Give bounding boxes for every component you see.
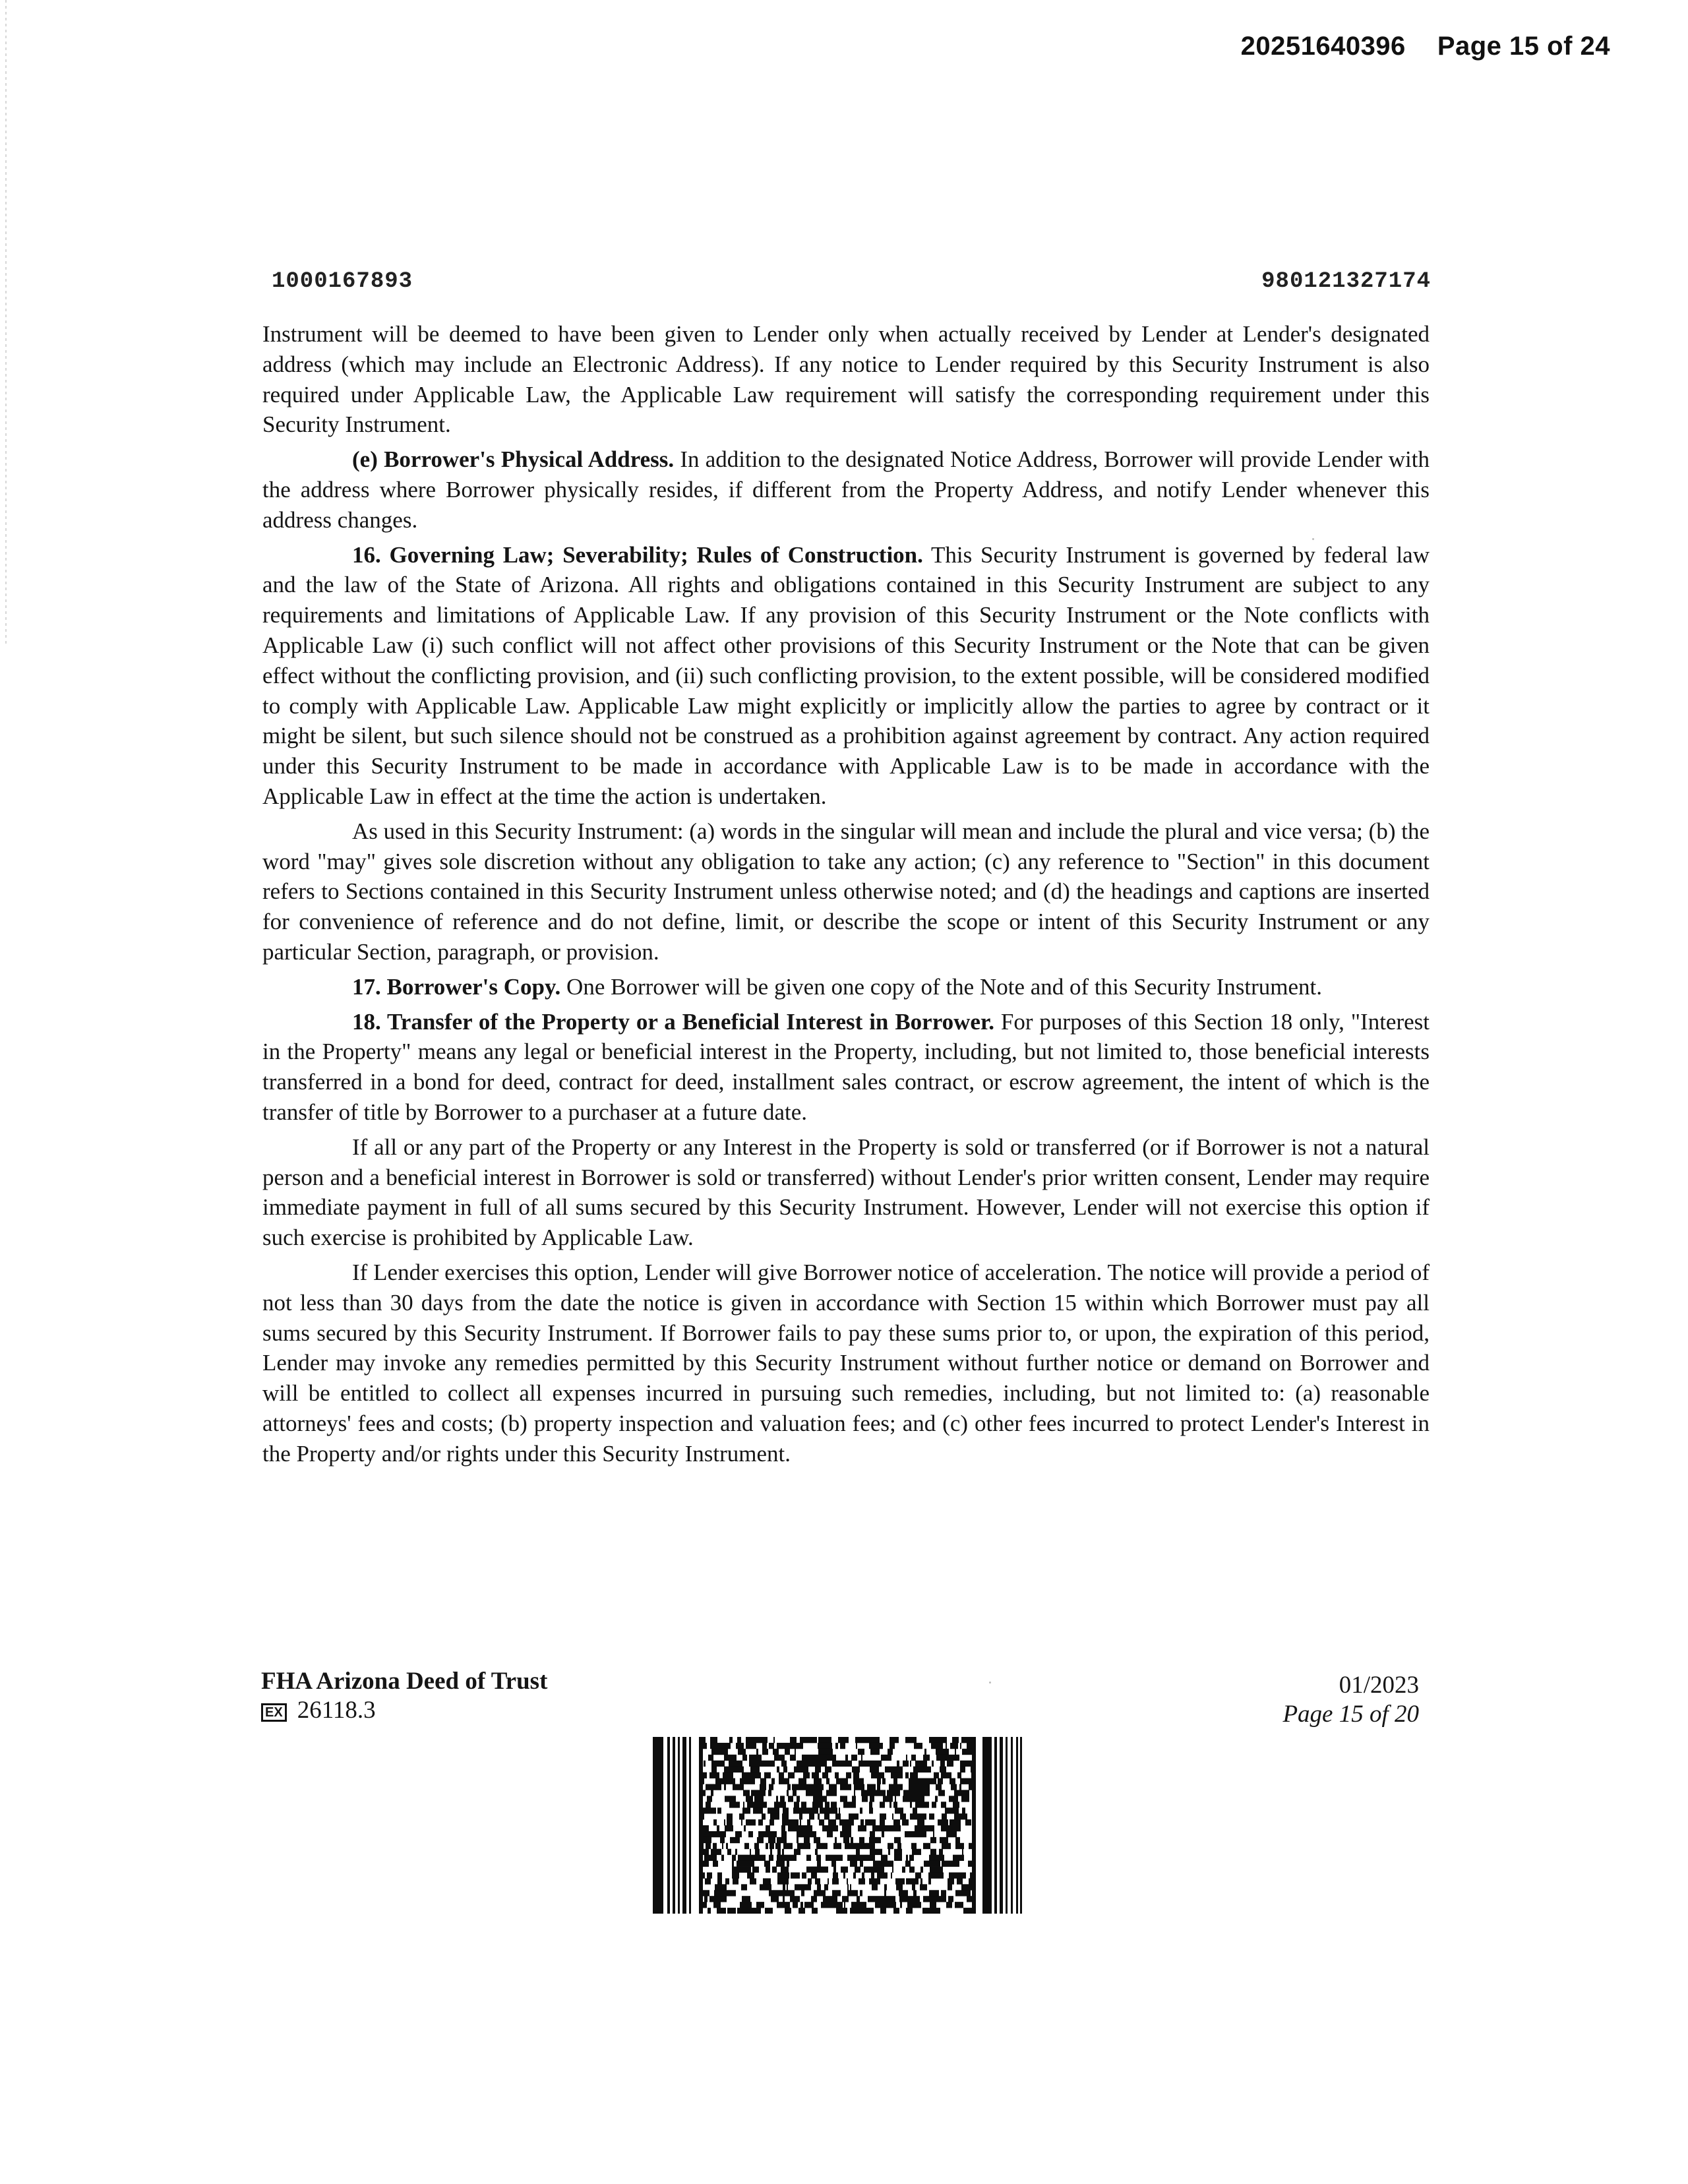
paragraph-text: For purposes of this Section 18 only, "Interest in the Property" means any legal or beneficial interest in the Property, including, but not limited to, those beneficial interests transferred in a bond for deed, contract for deed, installment sales contract, or escrow agreement, the intent of which is the transfer of title by Borrower to a purchaser at a future date. <box>262 1008 1430 1125</box>
form-page-number: Page 15 of 20 <box>1282 1701 1419 1728</box>
pdf417-barcode-icon <box>653 1737 1022 1914</box>
scan-speck <box>1312 538 1314 540</box>
recording-page-label: Page 15 of 24 <box>1437 32 1610 61</box>
form-number: 26118.3 <box>297 1697 376 1724</box>
paragraph-acceleration: If Lender exercises this option, Lender will give Borrower notice of acceleration. The notice will provide a period of not less than 30 days from the date the notice is given in accordance with Section 15 within which Borrower must pay all sums secured by this Security Instrument. If Borrower fails to pay these sums prior to, or upon, the expiration of this period, Lender may invoke any remedies permitted by this Security Instrument without further notice or demand on Borrower and will be entitled to collect all expenses incurred in pursuing such remedies, including, but not limited to: (a) reasonable attorneys' fees and costs; (b) property inspection and valuation fees; and (c) other fees incurred to protect Lender's Interest in the Property and/or rights under this Security Instrument. <box>262 1259 1430 1467</box>
scan-speck <box>989 1682 991 1684</box>
form-footer-right <box>1282 1671 1419 1729</box>
form-title: FHA Arizona Deed of Trust <box>261 1668 548 1695</box>
case-number: 980121327174 <box>1261 269 1431 294</box>
form-footer-left <box>261 1667 547 1725</box>
document-body <box>262 319 1430 1473</box>
recording-header <box>1241 32 1610 61</box>
section-heading: (e) Borrower's Physical Address. <box>352 446 675 473</box>
paragraph-section-18 <box>262 1007 1430 1128</box>
revision-date: 01/2023 <box>1339 1672 1419 1699</box>
paragraph-section-16 <box>262 540 1430 812</box>
section-heading: 17. Borrower's Copy. <box>352 973 561 1000</box>
document-number: 20251640396 <box>1240 32 1406 61</box>
paragraph-physical-address <box>262 444 1430 535</box>
paragraph-text: In addition to the designated Notice Address, Borrower will provide Lender with the address where Borrower physically resides, if different from the Property Address, and notify Lender whenever this address changes. <box>262 446 1430 533</box>
section-heading: 18. Transfer of the Property or a Beneficial Interest in Borrower. <box>352 1008 994 1035</box>
ex-form-badge-icon: EX <box>261 1703 287 1722</box>
loan-number: 1000167893 <box>272 269 413 294</box>
section-heading: 16. Governing Law; Severability; Rules of Construction. <box>352 541 923 568</box>
paragraph-notice-continued: Instrument will be deemed to have been given to Lender only when actually received by Lender at Lender's designated address (which may include an Electronic Address). If any notice to Lender required by this Security Instrument is also required under Applicable Law, the Applicable Law requirement will satisfy the corresponding requirement under this Security Instrument. <box>262 321 1430 438</box>
scan-edge-artifact <box>5 0 7 646</box>
paragraph-section-17 <box>262 972 1430 1002</box>
paragraph-text: This Security Instrument is governed by federal law and the law of the State of Arizona. All rights and obligations contained in this Security Instrument are subject to any requirements and limitations of Applicable Law. If any provision of this Security Instrument or the Note conflicts with Applicable Law (i) such conflict will not affect other provisions of this Security Instrument or the Note that can be given effect without the conflicting provision, and (ii) such conflicting provision, to the extent possible, will be considered modified to comply with Applicable Law. Applicable Law might explicitly or implicitly allow the parties to agree by contract or it might be silent, but such silence should not be construed as a prohibition against agreement by contract. Any action required under this Security Instrument to be made in accordance with Applicable Law is to be made in accordance with the Applicable Law in effect at the time the action is undertaken. <box>262 541 1430 809</box>
paragraph-transfer-consent: If all or any part of the Property or any Interest in the Property is sold or transferred (or if Borrower is not a natural person and a beneficial interest in Borrower is sold or transferred) without Lender's prior written consent, Lender may require immediate payment in full of all sums secured by this Security Instrument. However, Lender will not exercise this option if such exercise is prohibited by Applicable Law. <box>262 1134 1430 1251</box>
paragraph-construction-rules: As used in this Security Instrument: (a) words in the singular will mean and include the plural and vice versa; (b) the word "may" gives sole discretion without any obligation to take any action; (c) any reference to "Section" in this document refers to Sections contained in this Security Instrument unless otherwise noted; and (d) the headings and captions are inserted for convenience of reference and do not define, limit, or describe the scope or intent of this Security Instrument or any particular Section, paragraph, or provision. <box>262 818 1430 965</box>
paragraph-text: One Borrower will be given one copy of the Note and of this Security Instrument. <box>560 973 1323 1000</box>
